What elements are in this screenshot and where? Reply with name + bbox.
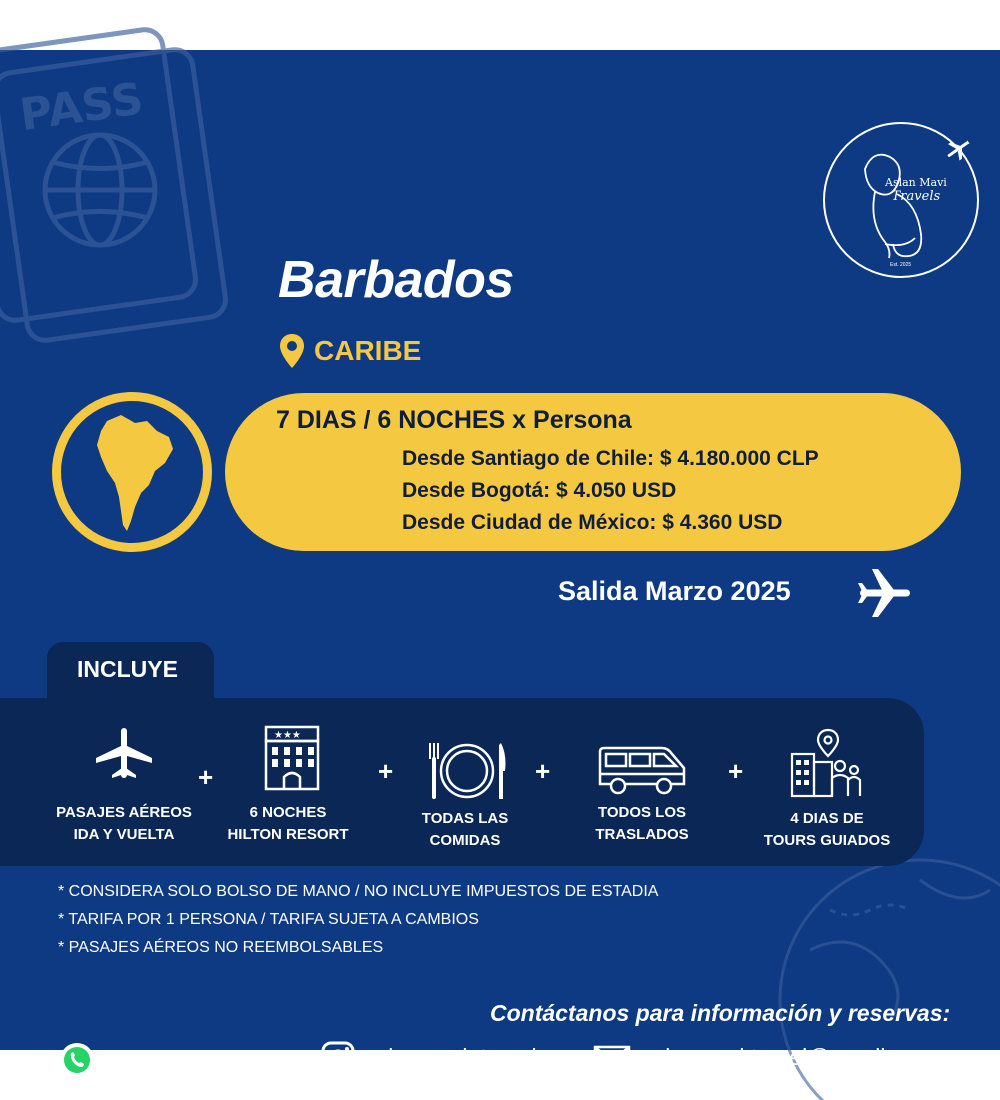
feature-meals-label: TODAS LAS COMIDAS (421, 810, 509, 849)
airplane-icon (858, 568, 914, 618)
whatsapp-icon[interactable] (58, 1041, 96, 1079)
south-america-map-icon (61, 401, 203, 543)
plus-separator: + (535, 756, 551, 786)
plus-separator: + (198, 762, 214, 792)
feature-tours-label: 4 DIAS DE TOURS GUIADOS (763, 810, 891, 849)
note-line: * PASAJES AÉREOS NO REEMBOLSABLES (58, 939, 384, 956)
note-line: * CONSIDERA SOLO BOLSO DE MANO / NO INCLUYE IMPUESTOS DE ESTADIA (58, 883, 659, 900)
location-pin-icon (280, 334, 304, 368)
instagram-icon[interactable] (321, 1041, 355, 1075)
departure-date: Salida Marzo 2025 (558, 576, 791, 606)
price-bogota: Desde Bogotá: $ 4.050 USD (402, 479, 677, 502)
feature-hotel-label: 6 NOCHES HILTON RESORT (227, 804, 349, 843)
plus-separator: + (728, 756, 744, 786)
hotel-icon (262, 725, 322, 791)
tour-group-icon (790, 728, 862, 800)
package-headline: 7 DIAS / 6 NOCHES x Persona (276, 406, 632, 434)
van-icon (596, 744, 688, 796)
brand-established: Est. 2025 (890, 262, 912, 268)
contact-email[interactable]: aslanmavi.travel@gmail.com (641, 1044, 936, 1070)
passport-decoration (0, 50, 240, 350)
brand-name: Aslan Mavi Travels (885, 176, 947, 204)
svg-text:PASS: PASS (16, 73, 147, 142)
plus-separator: + (378, 756, 394, 786)
price-mexico: Desde Ciudad de México: $ 4.360 USD (402, 511, 783, 534)
promo-poster (0, 50, 1000, 1073)
plate-icon (425, 743, 509, 799)
mail-icon[interactable] (593, 1045, 631, 1073)
destination-title: Barbados (278, 251, 514, 309)
includes-label: INCLUYE (77, 656, 178, 682)
feature-transfers-label: TODOS LOS TRASLADOS (595, 804, 689, 843)
price-santiago: Desde Santiago de Chile: $ 4.180.000 CLP (402, 447, 819, 470)
map-badge (52, 392, 212, 552)
region-row (280, 334, 421, 368)
region-label: CARIBE (314, 335, 422, 366)
contact-phone[interactable]: +569 3720 1570 (103, 1047, 270, 1073)
contact-instagram[interactable]: aslanmavi_travels (364, 1044, 549, 1070)
airplane-icon (94, 728, 154, 778)
feature-flights-label: PASAJES AÉREOS IDA Y VUELTA (56, 804, 192, 843)
note-line: * TARIFA POR 1 PERSONA / TARIFA SUJETA A CAMBIOS (58, 911, 479, 928)
contact-cta: Contáctanos para información y reservas: (490, 1000, 951, 1026)
svg-text:★★★: ★★★ (274, 730, 301, 741)
